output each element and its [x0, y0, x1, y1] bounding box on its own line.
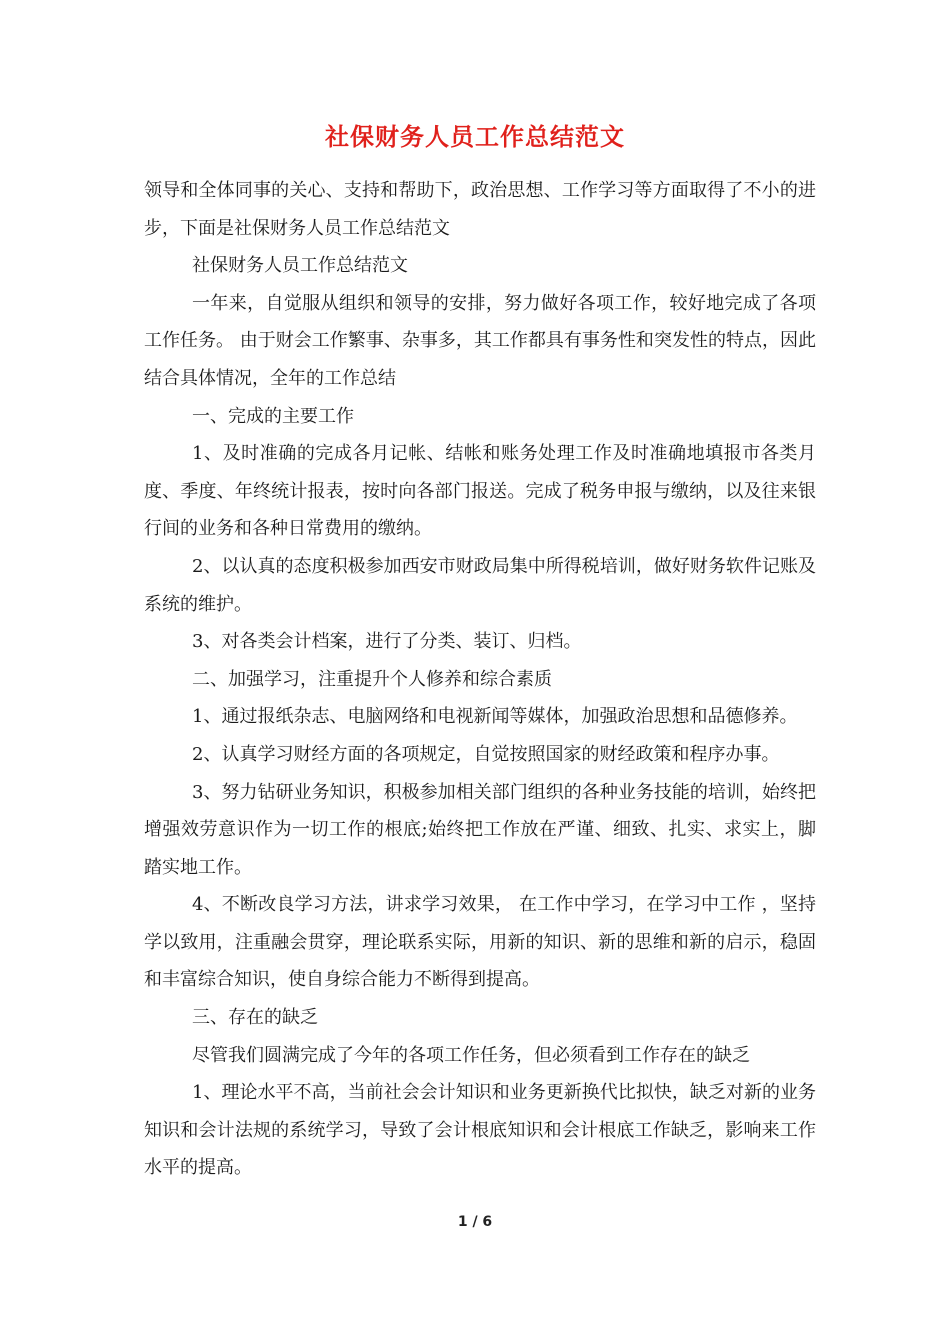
paragraph-overview: 一年来，自觉服从组织和领导的安排，努力做好各项工作，较好地完成了各项工作任务。 由于财会工作繁事、杂事多，其工作都具有事务性和突发性的特点，因此结合具体情况，全年的工作总结: [144, 292, 816, 389]
paragraph-item: 3、努力钻研业务知识，积极参加相关部门组织的各种业务技能的培训，始终把增强效劳意识作为一切工作的根底;始终把工作放在严谨、细致、扎实、求实上，脚踏实地工作。: [144, 781, 816, 878]
paragraph-item: 4、不断改良学习方法，讲求学习效果， 在工作中学习，在学习中工作 ，坚持学以致用，注重融会贯穿，理论联系实际，用新的知识、新的思维和新的启示，稳固和丰富综合知识，使自身综合能力不断得到提高。: [144, 894, 816, 991]
paragraph-item: 1、理论水平不高，当前社会会计知识和业务更新换代比拟快，缺乏对新的业务知识和会计法规的系统学习，导致了会计根底知识和会计根底工作缺乏，影响来工作水平的提高。: [144, 1082, 816, 1179]
page-indicator: 1 / 6: [457, 1214, 493, 1230]
section-heading-study: 二、加强学习，注重提升个人修养和综合素质: [192, 668, 552, 690]
document-body: [144, 172, 816, 1187]
document-title: 社保财务人员工作总结范文: [325, 122, 625, 151]
paragraph-item: 1、通过报纸杂志、电脑网络和电视新闻等媒体，加强政治思想和品德修养。: [192, 706, 798, 728]
paragraph-intro: 领导和全体同事的关心、支持和帮助下，政治思想、工作学习等方面取得了不小的进步，下面是社保财务人员工作总结范文: [144, 180, 816, 239]
paragraph-subtitle: 社保财务人员工作总结范文: [192, 255, 408, 277]
paragraph-item: 3、对各类会计档案，进行了分类、装订、归档。: [192, 631, 582, 653]
section-heading-shortcomings: 三、存在的缺乏: [192, 1007, 318, 1029]
paragraph-item: 2、认真学习财经方面的各项规定，自觉按照国家的财经政策和程序办事。: [192, 743, 780, 765]
paragraph-item: 1、及时准确的完成各月记帐、结帐和账务处理工作及时准确地填报市各类月度、季度、年终统计报表，按时向各部门报送。完成了税务申报与缴纳，以及往来银行间的业务和各种日常费用的缴纳。: [144, 443, 816, 540]
section-heading-main-work: 一、完成的主要工作: [192, 405, 354, 427]
paragraph-item: 尽管我们圆满完成了今年的各项工作任务，但必须看到工作存在的缺乏: [192, 1044, 750, 1066]
paragraph-item: 2、以认真的态度积极参加西安市财政局集中所得税培训，做好财务软件记账及系统的维护。: [144, 555, 816, 615]
